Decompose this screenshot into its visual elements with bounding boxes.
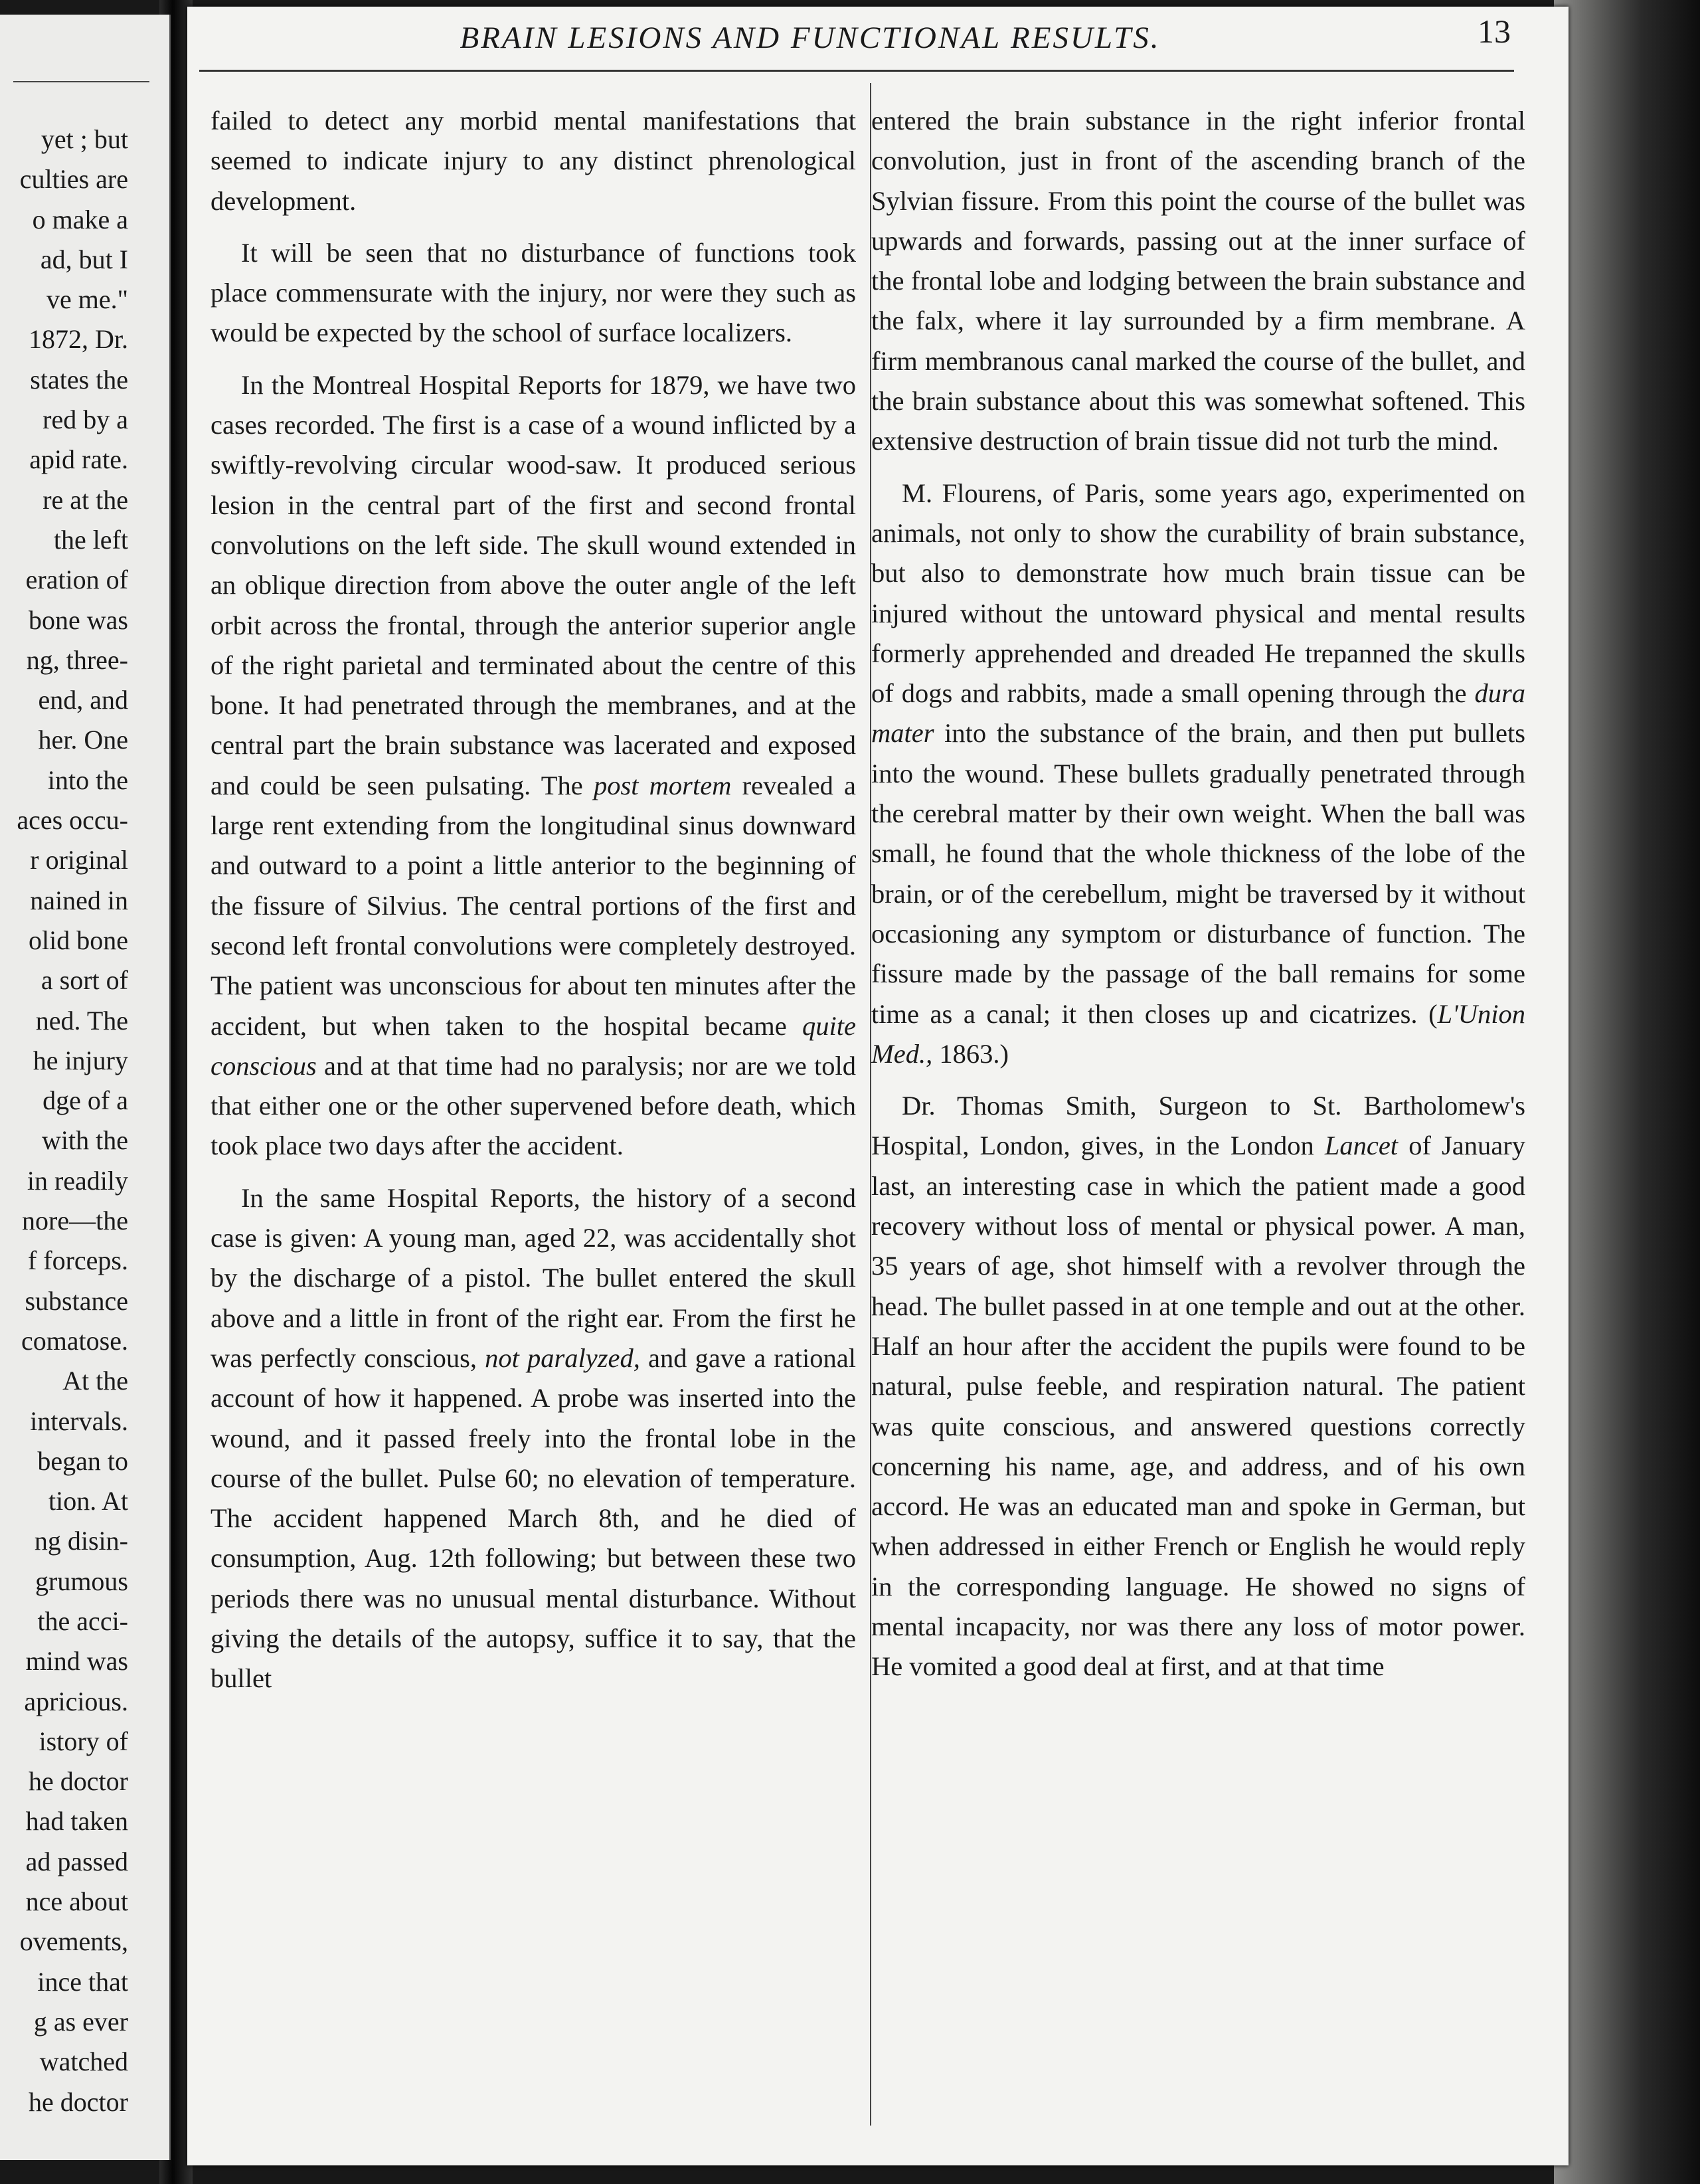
fragment-line: ince that [37, 1966, 128, 1997]
paragraph: entered the brain substance in the right inferior frontal convolution, just in front of the ascending branch of the Sylvian fissure. From this point the course of the bullet was upwards and forwards, passing out at the inner surface of the frontal lobe and lodging between the brain substance and the falx, where it lay surrounded by a firm membrane. A firm membranous canal marked the course of the bullet, and the brain substance about this was somewhat softened. This extensive destruction of brain tissue did not turb the mind. [871, 106, 1525, 456]
page-number: 13 [1478, 13, 1511, 50]
fragment-line: nce about [25, 1886, 128, 1917]
fragment-line: began to [37, 1445, 128, 1476]
page-edge [1554, 0, 1700, 2184]
fragment-line: red by a [42, 405, 128, 435]
fragment-line: o make a [32, 204, 128, 234]
fragment-line: ve me." [46, 284, 128, 315]
fragment-line: watched [39, 2047, 128, 2077]
italic-text: dura mater [871, 678, 1526, 749]
paragraph: In the same Hospital Reports, the history of a second case is given: A young man, aged 22, was accidentally shot by the discharge of a pistol. The bullet entered the skull above and a little in front of the right ear. From the first he was perfectly conscious, not paralyzed, and gave a rational account of how it happened. A probe was inserted into the wound, and it passed freely into the frontal lobe in the course of the bullet. Pulse 60; no elevation of temperature. The accident happened March 8th, and he died of consumption, Aug. 12th following; but between these two periods there was no unusual mental disturbance. Without giving the details of the autopsy, suffice it to say, that the bullet [211, 1182, 857, 1694]
previous-page-rule [13, 81, 149, 82]
previous-page-text [0, 120, 128, 2122]
fragment-line: aces occu- [17, 805, 128, 836]
italic-text: quite conscious [211, 1010, 857, 1081]
fragment-line: the acci- [37, 1605, 128, 1636]
fragment-line: grumous [35, 1566, 128, 1596]
fragment-line: into the [47, 765, 128, 795]
paragraph: M. Flourens, of Paris, some years ago, experimented on animals, not only to show the curability of brain substance, but also to demonstrate how much brain tissue can be injured without the untoward physical and mental results formerly apprehended and dreaded He trepanned the skulls of dogs and rabbits, made a small opening through the dura mater into the substance of the brain, and then put bullets into the wound. These bullets gradually penetrated through the cerebral matter by their own weight. When the ball was small, he found that the whole thickness of the lobe of the brain, or of the cerebellum, might be traversed by it without occasioning any symptom or disturbance of function. The fissure made by the passage of the ball remains for some time as a canal; it then closes up and cicatrizes. (L'Union Med., 1863.) [871, 478, 1526, 1069]
paragraph: In the Montreal Hospital Reports for 1879, we have two cases recorded. The first is a case of a wound inflicted by a swiftly-revolving circular wood-saw. It produced serious lesion in the central part of the first and second frontal convolutions on the left side. The skull wound extended in an oblique direction from above the outer angle of the left orbit across the frontal, through the anterior superior angle of the right parietal and terminated about the centre of this bone. It had penetrated through the membranes, and at the central part the brain substance was lacerated and exposed and could be seen pulsating. The post mortem revealed a large rent extending from the longitudinal sinus downward and outward to a point a little anterior to the beginning of the fissure of Silvius. The central portions of the first and second left frontal convolutions were completely destroyed. The patient was unconscious for about ten minutes after the accident, but when taken to the hospital became quite conscious and at that time had no paralysis; nor are we told that either one or the other supervened before death, which took place two days after the accident. [211, 369, 857, 1161]
fragment-line: apricious. [24, 1686, 128, 1716]
fragment-line: At the [62, 1366, 128, 1396]
fragment-line: tion. At [48, 1486, 128, 1516]
fragment-line: had taken [25, 1806, 128, 1837]
fragment-line: f forceps. [27, 1245, 128, 1276]
header-rule [199, 70, 1514, 72]
fragment-line: in readily [27, 1165, 128, 1196]
fragment-line: substance [25, 1285, 128, 1316]
fragment-line: nore—the [22, 1206, 128, 1236]
fragment-line: ad passed [25, 1846, 128, 1876]
fragment-line: r original [30, 845, 128, 875]
fragment-line: ng, three- [26, 644, 128, 675]
italic-text: Lancet [1324, 1131, 1399, 1161]
fragment-line: the left [53, 524, 128, 555]
fragment-line: ovements, [19, 1926, 128, 1957]
fragment-line: states the [30, 364, 128, 395]
left-column [211, 101, 856, 1699]
italic-text: L'Union Med., [871, 998, 1525, 1069]
fragment-line: 1872, Dr. [29, 324, 128, 355]
right-column [871, 101, 1525, 1687]
fragment-line: end, and [38, 685, 128, 715]
fragment-line: with the [42, 1125, 128, 1156]
fragment-line: a sort of [41, 965, 128, 996]
previous-page-fragment [0, 15, 171, 2160]
paragraph: failed to detect any morbid mental manifestations that seemed to indicate injury to any distinct phrenological development. [211, 106, 856, 216]
fragment-line: istory of [39, 1726, 128, 1756]
fragment-line: ng disin- [34, 1526, 128, 1556]
fragment-line: re at the [42, 484, 128, 515]
fragment-line: he injury [33, 1045, 128, 1075]
fragment-line: he doctor [29, 1766, 128, 1797]
fragment-line: olid bone [29, 925, 128, 955]
fragment-line: ned. The [35, 1005, 128, 1036]
paragraph: It will be seen that no disturbance of functions took place commensurate with the injury, nor were they such as would be expected by the school of surface localizers. [211, 237, 856, 348]
fragment-line: eration of [25, 565, 128, 595]
fragment-line: he doctor [29, 2086, 128, 2117]
fragment-line: yet ; but [41, 124, 128, 154]
fragment-line: nained in [30, 885, 128, 915]
italic-text: not paralyzed, [485, 1342, 640, 1373]
fragment-line: intervals. [30, 1406, 128, 1436]
running-head: BRAIN LESIONS AND FUNCTIONAL RESULTS. [460, 21, 1161, 55]
fragment-line: her. One [38, 725, 128, 755]
fragment-line: bone was [29, 604, 128, 635]
italic-text: post mortem [593, 770, 732, 800]
fragment-line: dge of a [42, 1085, 128, 1116]
fragment-line: comatose. [21, 1325, 128, 1356]
fragment-line: apid rate. [29, 444, 128, 475]
fragment-line: g as ever [33, 2006, 128, 2037]
paragraph: Dr. Thomas Smith, Surgeon to St. Bartholomew's Hospital, London, gives, in the London Lancet of January last, an interesting case in which the patient made a good recovery without loss of mental or physical power. A man, 35 years of age, shot himself with a revolver through the head. The bullet passed in at one temple and out at the other. Half an hour after the accident the pupils were found to be natural, pulse feeble, and respiration natural. The patient was quite conscious, and answered questions correctly concerning his name, age, and address, and of his own accord. He was an educated man and spoke in German, but when addressed in either French or English he would reply in the corresponding language. He showed no signs of mental incapacity, nor was there any loss of motor power. He vomited a good deal at first, and at that time [871, 1091, 1525, 1682]
fragment-line: culties are [19, 164, 128, 195]
fragment-line: ad, but I [40, 244, 128, 274]
fragment-line: mind was [25, 1646, 128, 1677]
